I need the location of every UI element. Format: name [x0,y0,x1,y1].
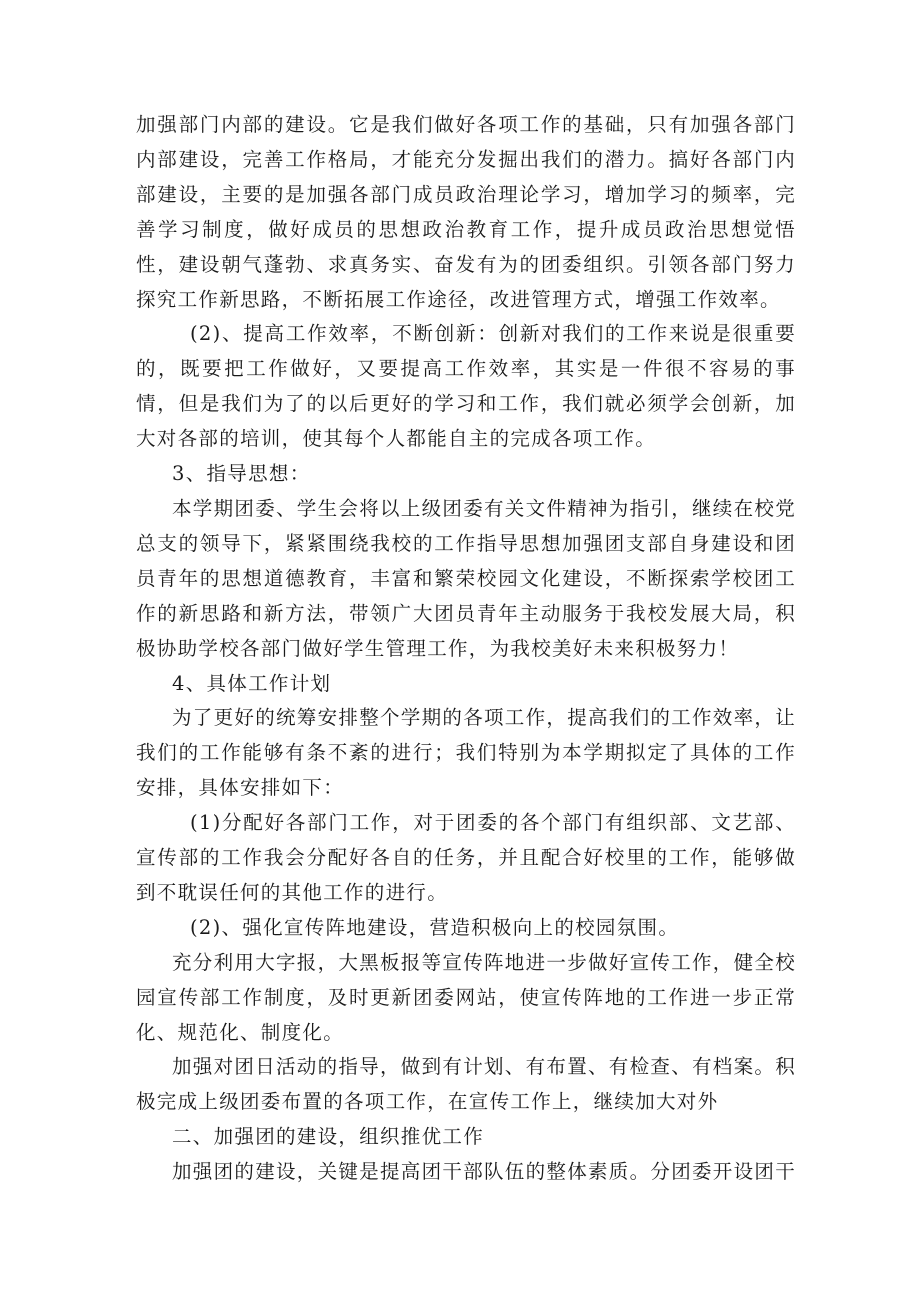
paragraph-publicity-body: 充分利用大字报，大黑板报等宣传阵地进一步做好宣传工作，健全校园宣传部工作制度，及时更新团委网站，使宣传阵地的工作进一步正常化、规范化、制度化。 [136,950,797,1044]
paragraph-league-building: 加强团的建设，关键是提高团干部队伍的整体素质。分团委开设团干 [172,1160,797,1184]
paragraph-efficiency-innovation: (2)、提高工作效率，不断创新：创新对我们的工作来说是很重要的，既要把工作做好，又要提高工作效率，其实是一件很不容易的事情，但是我们为了的以后更好的学习和工作，我们就必须学会创新，加大对各部的培训，使其每个人都能自主的完成各项工作。 [136,322,796,451]
paragraph-department-building: 加强部门内部的建设。它是我们做好各项工作的基础，只有加强各部门内部建设，完善工作格局，才能充分发掘出我们的潜力。搞好各部门内部建设，主要的是加强各部门成员政治理论学习，增加学习的频率，完善学习制度，做好成员的思想政治教育工作，提升成员政治思想觉悟性，建设朝气蓬勃、求真务实、奋发有为的团委组织。引领各部门努力探究工作新思路，不断拓展工作途径，改进管理方式，增强工作效率。 [136,113,796,311]
paragraph-assign-work: (1)分配好各部门工作，对于团委的各个部门有组织部、文艺部、宣传部的工作我会分配好各自的任务，并且配合好校里的工作，能够做到不耽误任何的其他工作的进行。 [136,811,796,904]
document-body [136,108,796,1190]
paragraph-guiding-ideology: 本学期团委、学生会将以上级团委有关文件精神为指引，继续在校党总支的领导下，紧紧围绕我校的工作指导思想加强团支部自身建设和团员青年的思想道德教育，丰富和繁荣校园文化建设，不断探索学校团工作的新思路和新方法，带领广大团员青年主动服务于我校发展大局，积极协助学校各部门做好学生管理工作，为我校美好未来积极努力！ [136,496,797,660]
heading-work-plan: 4、具体工作计划 [172,671,332,695]
paragraph-league-day: 加强对团日活动的指导，做到有计划、有布置、有检查、有档案。积极完成上级团委布置的各项工作，在宣传工作上，继续加大对外 [136,1055,797,1114]
paragraph-work-plan-intro: 为了更好的统筹安排整个学期的各项工作，提高我们的工作效率，让我们的工作能够有条不紊的进行；我们特别为本学期拟定了具体的工作安排，具体安排如下： [136,706,797,800]
heading-guiding-ideology: 3、指导思想： [172,462,311,486]
heading-league-building: 二、加强团的建设，组织推优工作 [172,1125,485,1149]
paragraph-publicity-title: (2)、强化宣传阵地建设，营造积极向上的校园氛围。 [190,915,680,939]
